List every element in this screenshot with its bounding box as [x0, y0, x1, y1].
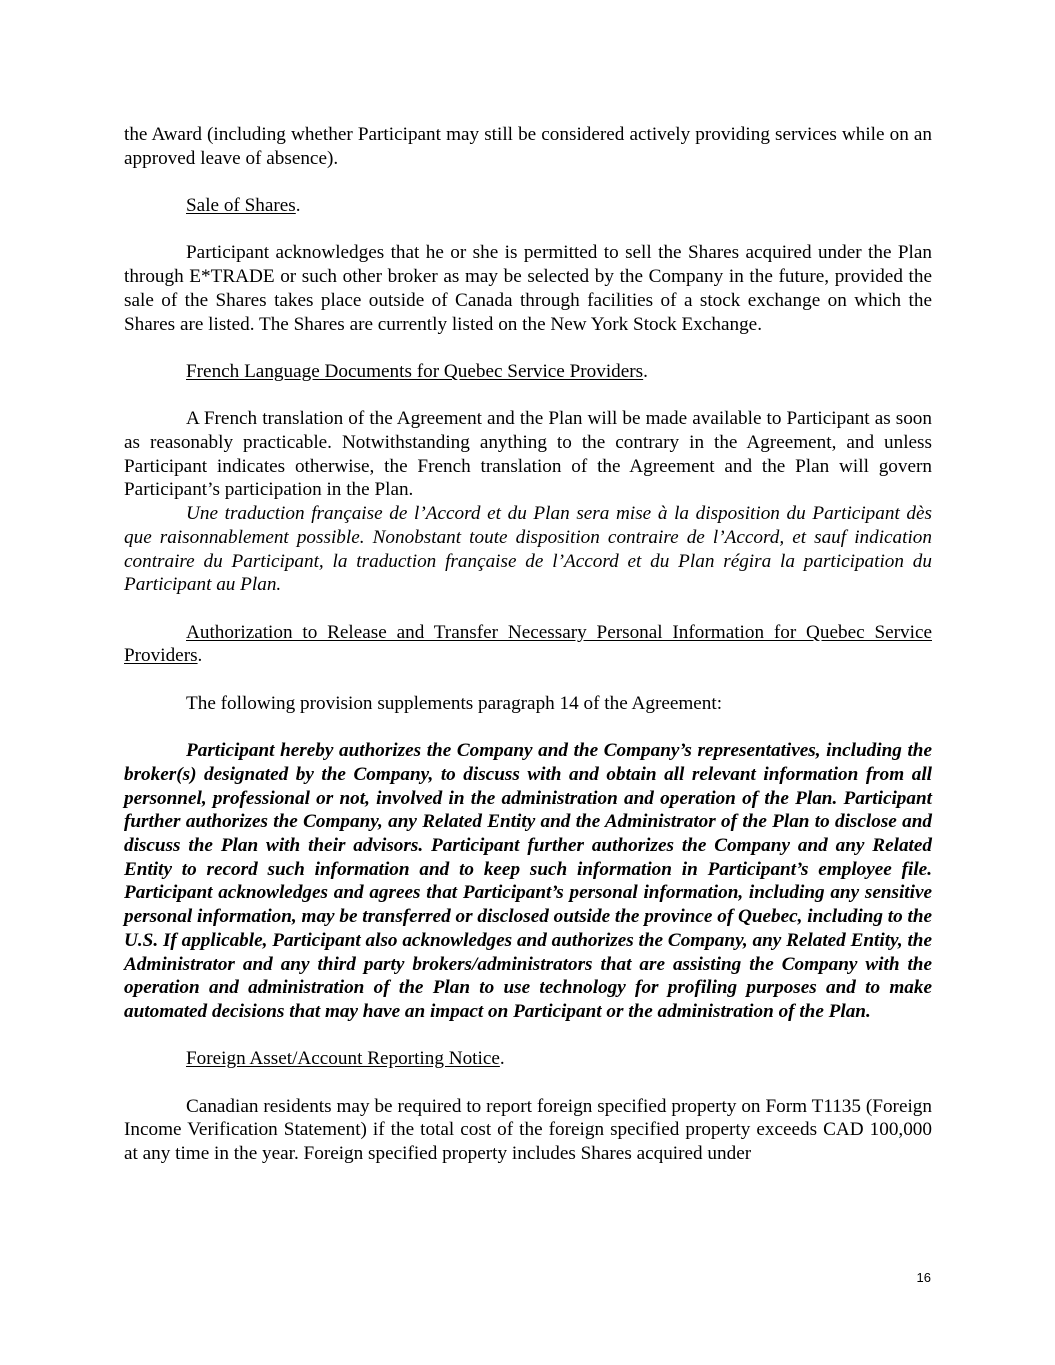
french-language-body-french: Une traduction française de l’Accord et du Plan sera mise à la disposition du Participant dès que raisonnablement possible. Nonobstant toute disposition contraire de l’Accord, et sauf indication contraire du Participant, la traduction française de l’Accord et du Plan régira la participation du Participant au Plan.: [124, 503, 932, 596]
section-heading-authorization: [124, 621, 932, 668]
foreign-asset-heading-text: Foreign Asset/Account Reporting Notice: [186, 1048, 500, 1070]
heading-punctuation: .: [295, 195, 301, 217]
heading-punctuation: .: [197, 645, 203, 667]
sale-of-shares-body: Participant acknowledges that he or she is permitted to sell the Shares acquired under the Plan through E*TRADE or such other broker as may be selected by the Company in the future, provided the sale of the Shares takes place outside of Canada through facilities of a stock exchange on which the Shares are listed. The Shares are currently listed on the New York Stock Exchange.: [124, 242, 932, 335]
section-heading-sale-of-shares: [124, 194, 932, 218]
french-language-body-english: A French translation of the Agreement and the Plan will be made available to Participant as soon as reasonably practicable. Notwithstanding anything to the contrary in the Agreement, and unless Participant indicates otherwise, the French translation of the Agreement and the Plan will govern Participant’s participation in the Plan.: [124, 408, 932, 501]
authorization-intro: The following provision supplements paragraph 14 of the Agreement:: [186, 692, 723, 714]
foreign-asset-body: Canadian residents may be required to report foreign specified property on Form T1135 (Foreign Income Verification Statement) if the total cost of the foreign specified property exceeds CAD 100,000 at any time in the year. Foreign specified property includes Shares acquired under: [124, 1095, 932, 1165]
intro-paragraph: the Award (including whether Participant may still be considered actively providing services while on an approved leave of absence).: [124, 124, 932, 169]
sale-of-shares-heading-text: Sale of Shares: [186, 195, 296, 217]
document-page: [124, 123, 932, 1166]
french-language-heading-text: French Language Documents for Quebec Service Providers: [186, 360, 644, 382]
heading-punctuation: .: [643, 360, 648, 382]
authorization-body: Participant hereby authorizes the Company and the Company’s representatives, including the broker(s) designated by the Company, to discuss with and obtain all relevant information from all personnel, professional or not, involved in the administration and operation of the Plan. Participant further authorizes the Company, any Related Entity and the Administrator of the Plan to disclose and discuss the Plan with their advisors. Participant further authorizes the Company and any Related Entity to record such information and to keep such information in Participant’s employee file. Participant acknowledges and agrees that Participant’s personal information, including any sensitive personal information, may be transferred or disclosed outside the province of Quebec, including to the U.S. If applicable, Participant also acknowledges and authorizes the Company, any Related Entity, the Administrator and any third party brokers/administrators that are assisting the Company with the operation and administration of the Plan to use technology for profiling purposes and to make automated decisions that may have an impact on Participant or the administration of the Plan.: [124, 740, 933, 1022]
section-heading-french-language: [124, 360, 932, 384]
authorization-heading-text: Authorization to Release and Transfer Necessary Personal Information for Quebec Service Providers: [124, 621, 932, 667]
heading-punctuation: .: [499, 1048, 505, 1070]
section-heading-foreign-asset: [124, 1047, 932, 1071]
page-number: 16: [916, 1270, 931, 1285]
